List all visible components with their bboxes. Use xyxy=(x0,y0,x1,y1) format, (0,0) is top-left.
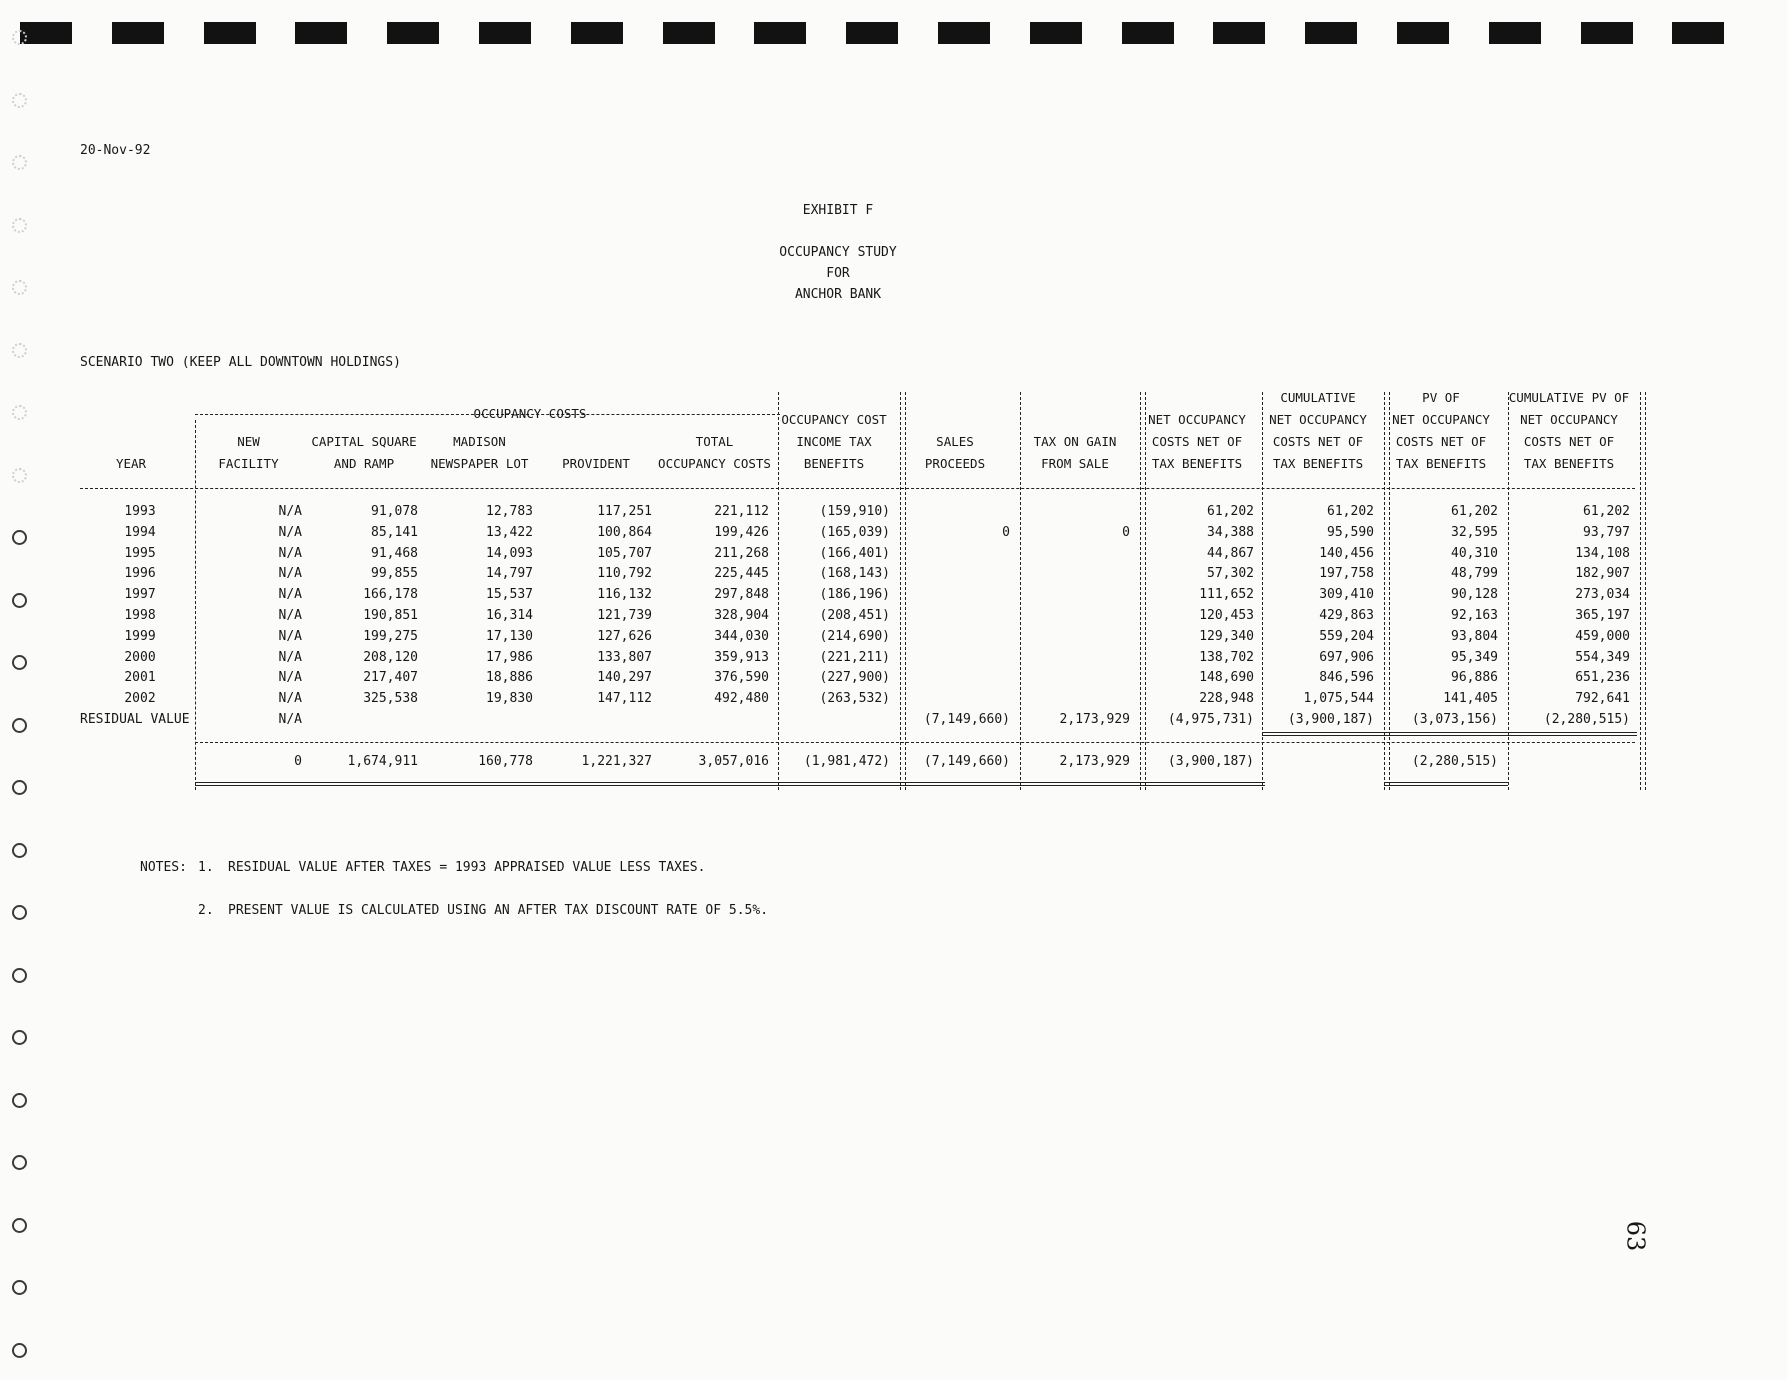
row-label: 1994 xyxy=(124,524,156,540)
table-cell: 225,445 xyxy=(714,566,769,582)
column-header-0-l3: YEAR xyxy=(115,456,147,471)
document-date: 20-Nov-92 xyxy=(80,143,151,158)
table-cell: 147,112 xyxy=(597,691,652,707)
column-separator xyxy=(1140,392,1141,790)
column-header-3-l3: NEWSPAPER LOT xyxy=(430,456,529,471)
table-cell: 651,236 xyxy=(1575,670,1630,686)
table-cell: 140,456 xyxy=(1319,545,1374,561)
table-cell: 91,468 xyxy=(371,545,418,561)
table-cell: N/A xyxy=(278,504,302,519)
table-cell: N/A xyxy=(278,649,302,665)
column-header-11-l1: NET OCCUPANCY xyxy=(1392,412,1490,427)
table-cell: 228,948 xyxy=(1199,691,1254,707)
table-cell: 140,297 xyxy=(597,670,652,686)
column-header-1-l2: NEW xyxy=(237,434,260,449)
column-header-6-l3: BENEFITS xyxy=(803,456,865,471)
table-cell: (208,451) xyxy=(819,608,890,623)
column-header-4-l3: PROVIDENT xyxy=(562,456,630,471)
table-cell: N/A xyxy=(278,608,302,623)
table-cell: 199,426 xyxy=(714,524,769,540)
column-separator-double xyxy=(905,392,906,790)
table-cell: 359,913 xyxy=(714,649,769,665)
table-cell: 121,739 xyxy=(597,608,652,623)
note-1-number: 1. xyxy=(198,860,214,875)
column-header-12-l1: NET OCCUPANCY xyxy=(1520,412,1618,427)
table-cell: 14,093 xyxy=(486,545,533,561)
table-cell: 16,314 xyxy=(486,608,533,623)
table-cell: 15,537 xyxy=(486,587,533,603)
table-cell: 110,792 xyxy=(597,566,652,582)
row-label: 2002 xyxy=(124,691,156,707)
table-cell: 57,302 xyxy=(1207,566,1254,582)
table-cell: 61,202 xyxy=(1327,504,1374,519)
column-separator xyxy=(900,392,901,790)
table-cell: 116,132 xyxy=(597,587,652,603)
column-header-10-l0: CUMULATIVE xyxy=(1280,390,1356,405)
total-cell: (2,280,515) xyxy=(1411,754,1498,769)
column-header-12-l3: TAX BENEFITS xyxy=(1523,456,1615,471)
table-cell: 148,690 xyxy=(1199,670,1254,686)
table-cell: 32,595 xyxy=(1451,524,1498,540)
table-cell: 133,807 xyxy=(597,649,652,665)
note-2-text: PRESENT VALUE IS CALCULATED USING AN AFTER TAX DISCOUNT RATE OF 5.5%. xyxy=(228,903,769,918)
column-header-11-l3: TAX BENEFITS xyxy=(1395,456,1487,471)
table-cell: 344,030 xyxy=(714,628,769,644)
table-cell: 44,867 xyxy=(1207,545,1254,561)
table-cell: 96,886 xyxy=(1451,670,1498,686)
table-cell: 492,480 xyxy=(714,691,769,707)
table-cell: (159,910) xyxy=(819,504,890,519)
row-label: 1996 xyxy=(124,566,156,582)
column-separator xyxy=(778,392,779,790)
table-cell: 61,202 xyxy=(1583,504,1630,519)
column-separator xyxy=(1020,392,1021,790)
column-header-8-l2: TAX ON GAIN xyxy=(1033,434,1117,449)
table-cell: 117,251 xyxy=(597,504,652,519)
table-cell: 365,197 xyxy=(1575,608,1630,623)
total-cell: 160,778 xyxy=(478,754,533,769)
column-header-2-l3: AND RAMP xyxy=(333,456,395,471)
title-line-3: ANCHOR BANK xyxy=(794,287,882,302)
table-cell: 14,797 xyxy=(486,566,533,582)
table-cell: (168,143) xyxy=(819,566,890,582)
title-line-2: FOR xyxy=(826,266,850,281)
table-cell: 111,652 xyxy=(1199,587,1254,603)
table-cell: N/A xyxy=(278,670,302,686)
row-label: 1999 xyxy=(124,628,156,644)
table-cell: 0 xyxy=(1002,524,1010,540)
table-cell: (214,690) xyxy=(819,628,890,644)
table-cell: 61,202 xyxy=(1451,504,1498,519)
table-cell: 217,407 xyxy=(363,670,418,686)
column-header-7-l3: PROCEEDS xyxy=(924,456,986,471)
table-cell: 2,173,929 xyxy=(1059,712,1130,727)
table-cell: 105,707 xyxy=(597,545,652,561)
table-cell: 127,626 xyxy=(597,628,652,644)
table-cell: 34,388 xyxy=(1207,524,1254,540)
table-cell: 792,641 xyxy=(1575,691,1630,707)
column-header-9-l2: COSTS NET OF xyxy=(1151,434,1243,449)
table-cell: 12,783 xyxy=(486,504,533,519)
column-header-10-l2: COSTS NET OF xyxy=(1272,434,1364,449)
table-cell: 309,410 xyxy=(1319,587,1374,603)
table-cell: N/A xyxy=(278,566,302,582)
table-cell: 697,906 xyxy=(1319,649,1374,665)
table-cell: 85,141 xyxy=(371,524,418,540)
table-cell: 211,268 xyxy=(714,545,769,561)
table-cell: (166,401) xyxy=(819,545,890,561)
row-label: 1995 xyxy=(124,545,156,561)
table-cell: (165,039) xyxy=(819,524,890,540)
column-header-12-l2: COSTS NET OF xyxy=(1523,434,1615,449)
table-cell: 325,538 xyxy=(363,691,418,707)
table-cell: 61,202 xyxy=(1207,504,1254,519)
residual-double-rule xyxy=(1262,732,1637,736)
column-separator xyxy=(1384,392,1385,790)
totals-rule xyxy=(195,742,1635,743)
title-line-1: OCCUPANCY STUDY xyxy=(779,245,897,260)
column-separator xyxy=(1640,392,1641,790)
column-separator xyxy=(1262,392,1263,790)
column-header-6-l1: OCCUPANCY COST xyxy=(781,412,887,427)
table-cell: 91,078 xyxy=(371,504,418,519)
column-header-8-l3: FROM SALE xyxy=(1041,456,1109,471)
table-cell: 208,120 xyxy=(363,649,418,665)
table-cell: 1,075,544 xyxy=(1303,691,1374,707)
table-cell: 93,804 xyxy=(1451,628,1498,644)
table-cell: 0 xyxy=(1122,524,1130,540)
row-label: 1998 xyxy=(124,608,156,623)
row-label: 2000 xyxy=(124,649,156,665)
row-label: 1993 xyxy=(124,504,156,519)
table-cell: 141,405 xyxy=(1443,691,1498,707)
table-cell: 138,702 xyxy=(1199,649,1254,665)
column-header-10-l3: TAX BENEFITS xyxy=(1272,456,1364,471)
table-cell: 120,453 xyxy=(1199,608,1254,623)
column-separator-double xyxy=(1145,392,1146,790)
table-cell: N/A xyxy=(278,712,302,727)
column-header-5-l2: TOTAL xyxy=(695,434,734,449)
table-cell: 297,848 xyxy=(714,587,769,603)
row-label: 1997 xyxy=(124,587,156,603)
column-header-7-l2: SALES xyxy=(936,434,974,449)
table-cell: 221,112 xyxy=(714,504,769,519)
table-cell: 13,422 xyxy=(486,524,533,540)
table-cell: (186,196) xyxy=(819,587,890,603)
column-separator-double xyxy=(1389,392,1390,790)
notes-label: NOTES: xyxy=(140,860,187,875)
exhibit-label: EXHIBIT F xyxy=(802,203,874,218)
total-cell: (3,900,187) xyxy=(1167,754,1254,769)
table-cell: 197,758 xyxy=(1319,566,1374,582)
column-header-10-l1: NET OCCUPANCY xyxy=(1269,412,1367,427)
table-cell: 273,034 xyxy=(1575,587,1630,603)
table-cell: 846,596 xyxy=(1319,670,1374,686)
table-cell: N/A xyxy=(278,628,302,644)
note-1-text: RESIDUAL VALUE AFTER TAXES = 1993 APPRAISED VALUE LESS TAXES. xyxy=(228,860,706,875)
table-cell: (3,900,187) xyxy=(1287,712,1374,727)
table-cell: (263,532) xyxy=(819,691,890,707)
column-header-12-l0: CUMULATIVE PV OF xyxy=(1508,390,1630,405)
column-separator xyxy=(1508,392,1509,790)
table-cell: 134,108 xyxy=(1575,545,1630,561)
column-separator xyxy=(195,420,196,790)
total-cell: 0 xyxy=(294,754,302,769)
note-2-number: 2. xyxy=(198,903,214,918)
column-separator-double xyxy=(1645,392,1646,790)
column-header-2-l2: CAPITAL SQUARE xyxy=(311,434,417,449)
scenario-label: SCENARIO TWO (KEEP ALL DOWNTOWN HOLDINGS) xyxy=(80,355,401,370)
column-header-9-l1: NET OCCUPANCY xyxy=(1148,412,1246,427)
column-header-9-l3: TAX BENEFITS xyxy=(1151,456,1243,471)
table-cell: 17,130 xyxy=(486,628,533,644)
table-cell: N/A xyxy=(278,587,302,603)
table-cell: 99,855 xyxy=(371,566,418,582)
table-cell: 95,349 xyxy=(1451,649,1498,665)
column-header-6-l2: INCOME TAX xyxy=(796,434,872,449)
table-cell: (4,975,731) xyxy=(1167,712,1254,727)
total-cell: 2,173,929 xyxy=(1059,754,1130,769)
table-cell: (2,280,515) xyxy=(1543,712,1630,727)
table-cell: 429,863 xyxy=(1319,608,1374,623)
row-label: RESIDUAL VALUE xyxy=(80,712,190,727)
totals-double-rule xyxy=(195,782,1265,786)
column-header-5-l3: OCCUPANCY COSTS xyxy=(658,456,771,471)
group-header-occupancy-costs: OCCUPANCY COSTS xyxy=(473,406,587,421)
table-cell: 190,851 xyxy=(363,608,418,623)
table-cell: 90,128 xyxy=(1451,587,1498,603)
table-cell: 100,864 xyxy=(597,524,652,540)
table-cell: N/A xyxy=(278,691,302,707)
table-cell: 40,310 xyxy=(1451,545,1498,561)
table-cell: 19,830 xyxy=(486,691,533,707)
table-cell: (3,073,156) xyxy=(1411,712,1498,727)
table-cell: (227,900) xyxy=(819,670,890,686)
table-cell: 559,204 xyxy=(1319,628,1374,644)
table-cell: 199,275 xyxy=(363,628,418,644)
table-cell: (7,149,660) xyxy=(923,712,1010,727)
table-cell: N/A xyxy=(278,545,302,561)
table-cell: 459,000 xyxy=(1575,628,1630,644)
table-cell: N/A xyxy=(278,524,302,540)
table-cell: 129,340 xyxy=(1199,628,1254,644)
pv-double-rule xyxy=(1384,782,1508,786)
total-cell: 1,221,327 xyxy=(581,754,652,769)
table-cell: 328,904 xyxy=(714,608,769,623)
total-cell: 3,057,016 xyxy=(698,754,769,769)
table-cell: 17,986 xyxy=(486,649,533,665)
table-cell: 95,590 xyxy=(1327,524,1374,540)
total-cell: 1,674,911 xyxy=(347,754,418,769)
column-header-3-l2: MADISON xyxy=(453,434,506,449)
row-label: 2001 xyxy=(124,670,156,686)
table-cell: 166,178 xyxy=(363,587,418,603)
table-cell: 554,349 xyxy=(1575,649,1630,665)
table-cell: 18,886 xyxy=(486,670,533,686)
column-header-11-l2: COSTS NET OF xyxy=(1395,434,1487,449)
column-header-1-l3: FACILITY xyxy=(218,456,279,471)
column-header-11-l0: PV OF xyxy=(1422,390,1460,405)
table-cell: 92,163 xyxy=(1451,608,1498,623)
table-cell: 48,799 xyxy=(1451,566,1498,582)
total-cell: (1,981,472) xyxy=(803,754,890,769)
total-cell: (7,149,660) xyxy=(923,754,1010,769)
page-number: 63 xyxy=(1621,1220,1650,1252)
table-cell: 182,907 xyxy=(1575,566,1630,582)
table-cell: (221,211) xyxy=(819,649,890,665)
table-cell: 93,797 xyxy=(1583,524,1630,540)
header-rule xyxy=(80,488,1635,489)
table-cell: 376,590 xyxy=(714,670,769,686)
